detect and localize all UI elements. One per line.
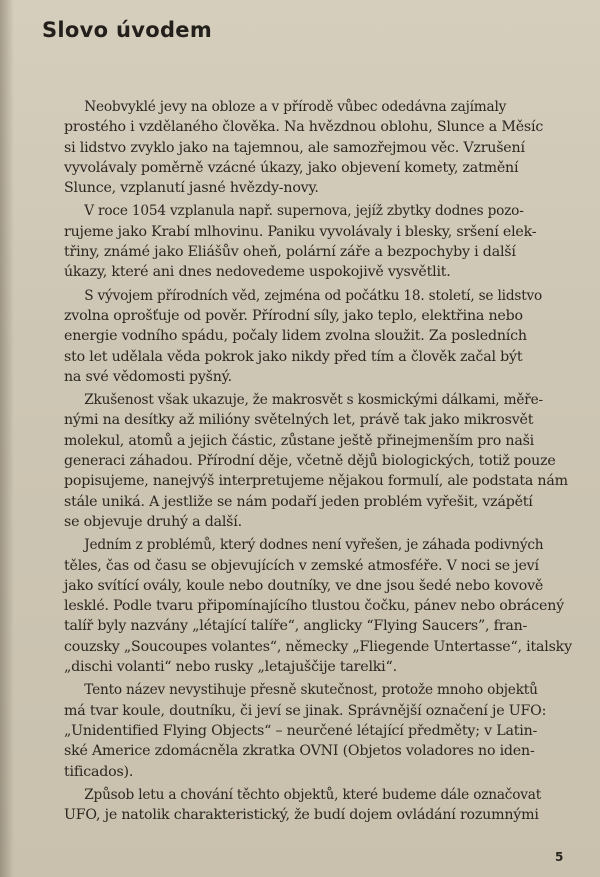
paragraph (43, 97, 585, 198)
paragraph (43, 680, 585, 781)
text-line: Způsob letu a chování těchto objektů, které budeme dále označovat (84, 786, 542, 803)
text-line: Zkušenost však ukazuje, že makrosvět s kosmickými dálkami, měře- (84, 392, 543, 409)
text-line: zvolna oprošťuje od pověr. Přírodní síly, jako teplo, elektřina nebo (64, 307, 523, 324)
page-number: 5 (555, 850, 564, 864)
text-line: S vývojem přírodních věd, zejména od počátku 18. století, se lidstvo (84, 287, 543, 304)
text-line: generaci záhadou. Přírodní děje, včetně dějů biologických, totiž pouze (64, 453, 556, 470)
body-text (43, 97, 585, 825)
paragraph (43, 390, 585, 532)
text-line: má tvar koule, doutníku, či jeví se jinak. Správnější označení je UFO: (64, 702, 547, 719)
text-line: couzsky „Soucoupes volantes“, německy „Fliegende Untertasse“, italsky (64, 638, 572, 655)
page-edge-shadow (0, 0, 14, 877)
paragraph (43, 535, 585, 677)
text-line: V roce 1054 vzplanula např. supernova, jejíž zbytky dodnes pozo- (84, 203, 524, 220)
text-line: Jedním z problémů, který dodnes není vyřešen, je záhada podivných (84, 537, 544, 554)
text-line: těles, čas od času se objevujících v zemské atmosféře. V noci se jeví (64, 557, 539, 574)
text-line: tificados). (64, 763, 134, 780)
text-line: Slunce, vzplanutí jasné hvězdy-novy. (64, 180, 319, 197)
text-line: si lidstvo zvyklo jako na tajemnou, ale samozřejmou věc. Vzrušení (64, 139, 525, 156)
text-line: na své vědomosti pyšný. (64, 368, 232, 385)
text-line: stále uniká. A jestliže se nám podaří jeden problém vyřešit, vzápětí (64, 493, 533, 510)
text-line: prostého i vzdělaného člověka. Na hvězdnou oblohu, Slunce a Měsíc (64, 119, 544, 136)
text-line: vyvolávaly poměrně vzácné úkazy, jako objevení komety, zatmění (64, 159, 519, 176)
text-line: rujeme jako Krabí mlhovinu. Paniku vyvolávaly i blesky, sršení elek- (64, 223, 537, 240)
text-line: talíř byly nazvány „létající talíře“, anglicky “Flying Saucers”, fran- (64, 618, 528, 635)
text-line: lesklé. Podle tvaru připomínajícího tlustou čočku, pánev nebo obrácený (64, 598, 564, 615)
text-line: „dischi volanti“ nebo rusky „letajuščije tarelki“. (64, 659, 397, 676)
chapter-title: Slovo úvodem (42, 18, 213, 42)
text-line: Neobvyklé jevy na obloze a v přírodě vůbec odedávna zajímaly (84, 99, 507, 115)
paragraph (43, 785, 585, 826)
text-line: sto let udělala věda pokrok jako nikdy před tím a člověk začal být (64, 348, 523, 365)
text-line: se objevuje druhý a další. (64, 513, 242, 530)
text-line: ské Americe zdomácněla zkratka OVNI (Objetos voladores no iden- (64, 743, 535, 760)
text-line: „Unidentified Flying Objects“ – neurčené létající předměty; v Latin- (64, 722, 538, 739)
text-line: nými na desítky až milióny světelných let, právě tak jako mikrosvět (64, 412, 534, 429)
paragraph (43, 201, 585, 282)
text-line: úkazy, které ani dnes nedovedeme uspokojivě vysvětlit. (64, 264, 451, 281)
text-line: třiny, známé jako Eliášův oheň, polární záře a bezpochyby i další (64, 244, 516, 261)
text-line: Tento název nevystihuje přesně skutečnost, protože mnoho objektů (84, 682, 538, 699)
text-line: molekul, atomů a jejich částic, zůstane ještě přinejmenším pro naši (64, 432, 535, 449)
text-line: energie vodního spádu, počaly lidem zvolna sloužit. Za posledních (64, 328, 527, 345)
text-line: popisujeme, nanejvýš interpretujeme nějakou formulí, ale podstata nám (64, 473, 568, 490)
text-line: UFO, je natolik charakteristický, že budí dojem ovládání rozumnými (64, 807, 539, 824)
paragraph (43, 286, 585, 387)
text-line: jako svítící ovály, koule nebo doutníky, ve dne jsou šedé nebo kovově (64, 577, 544, 594)
